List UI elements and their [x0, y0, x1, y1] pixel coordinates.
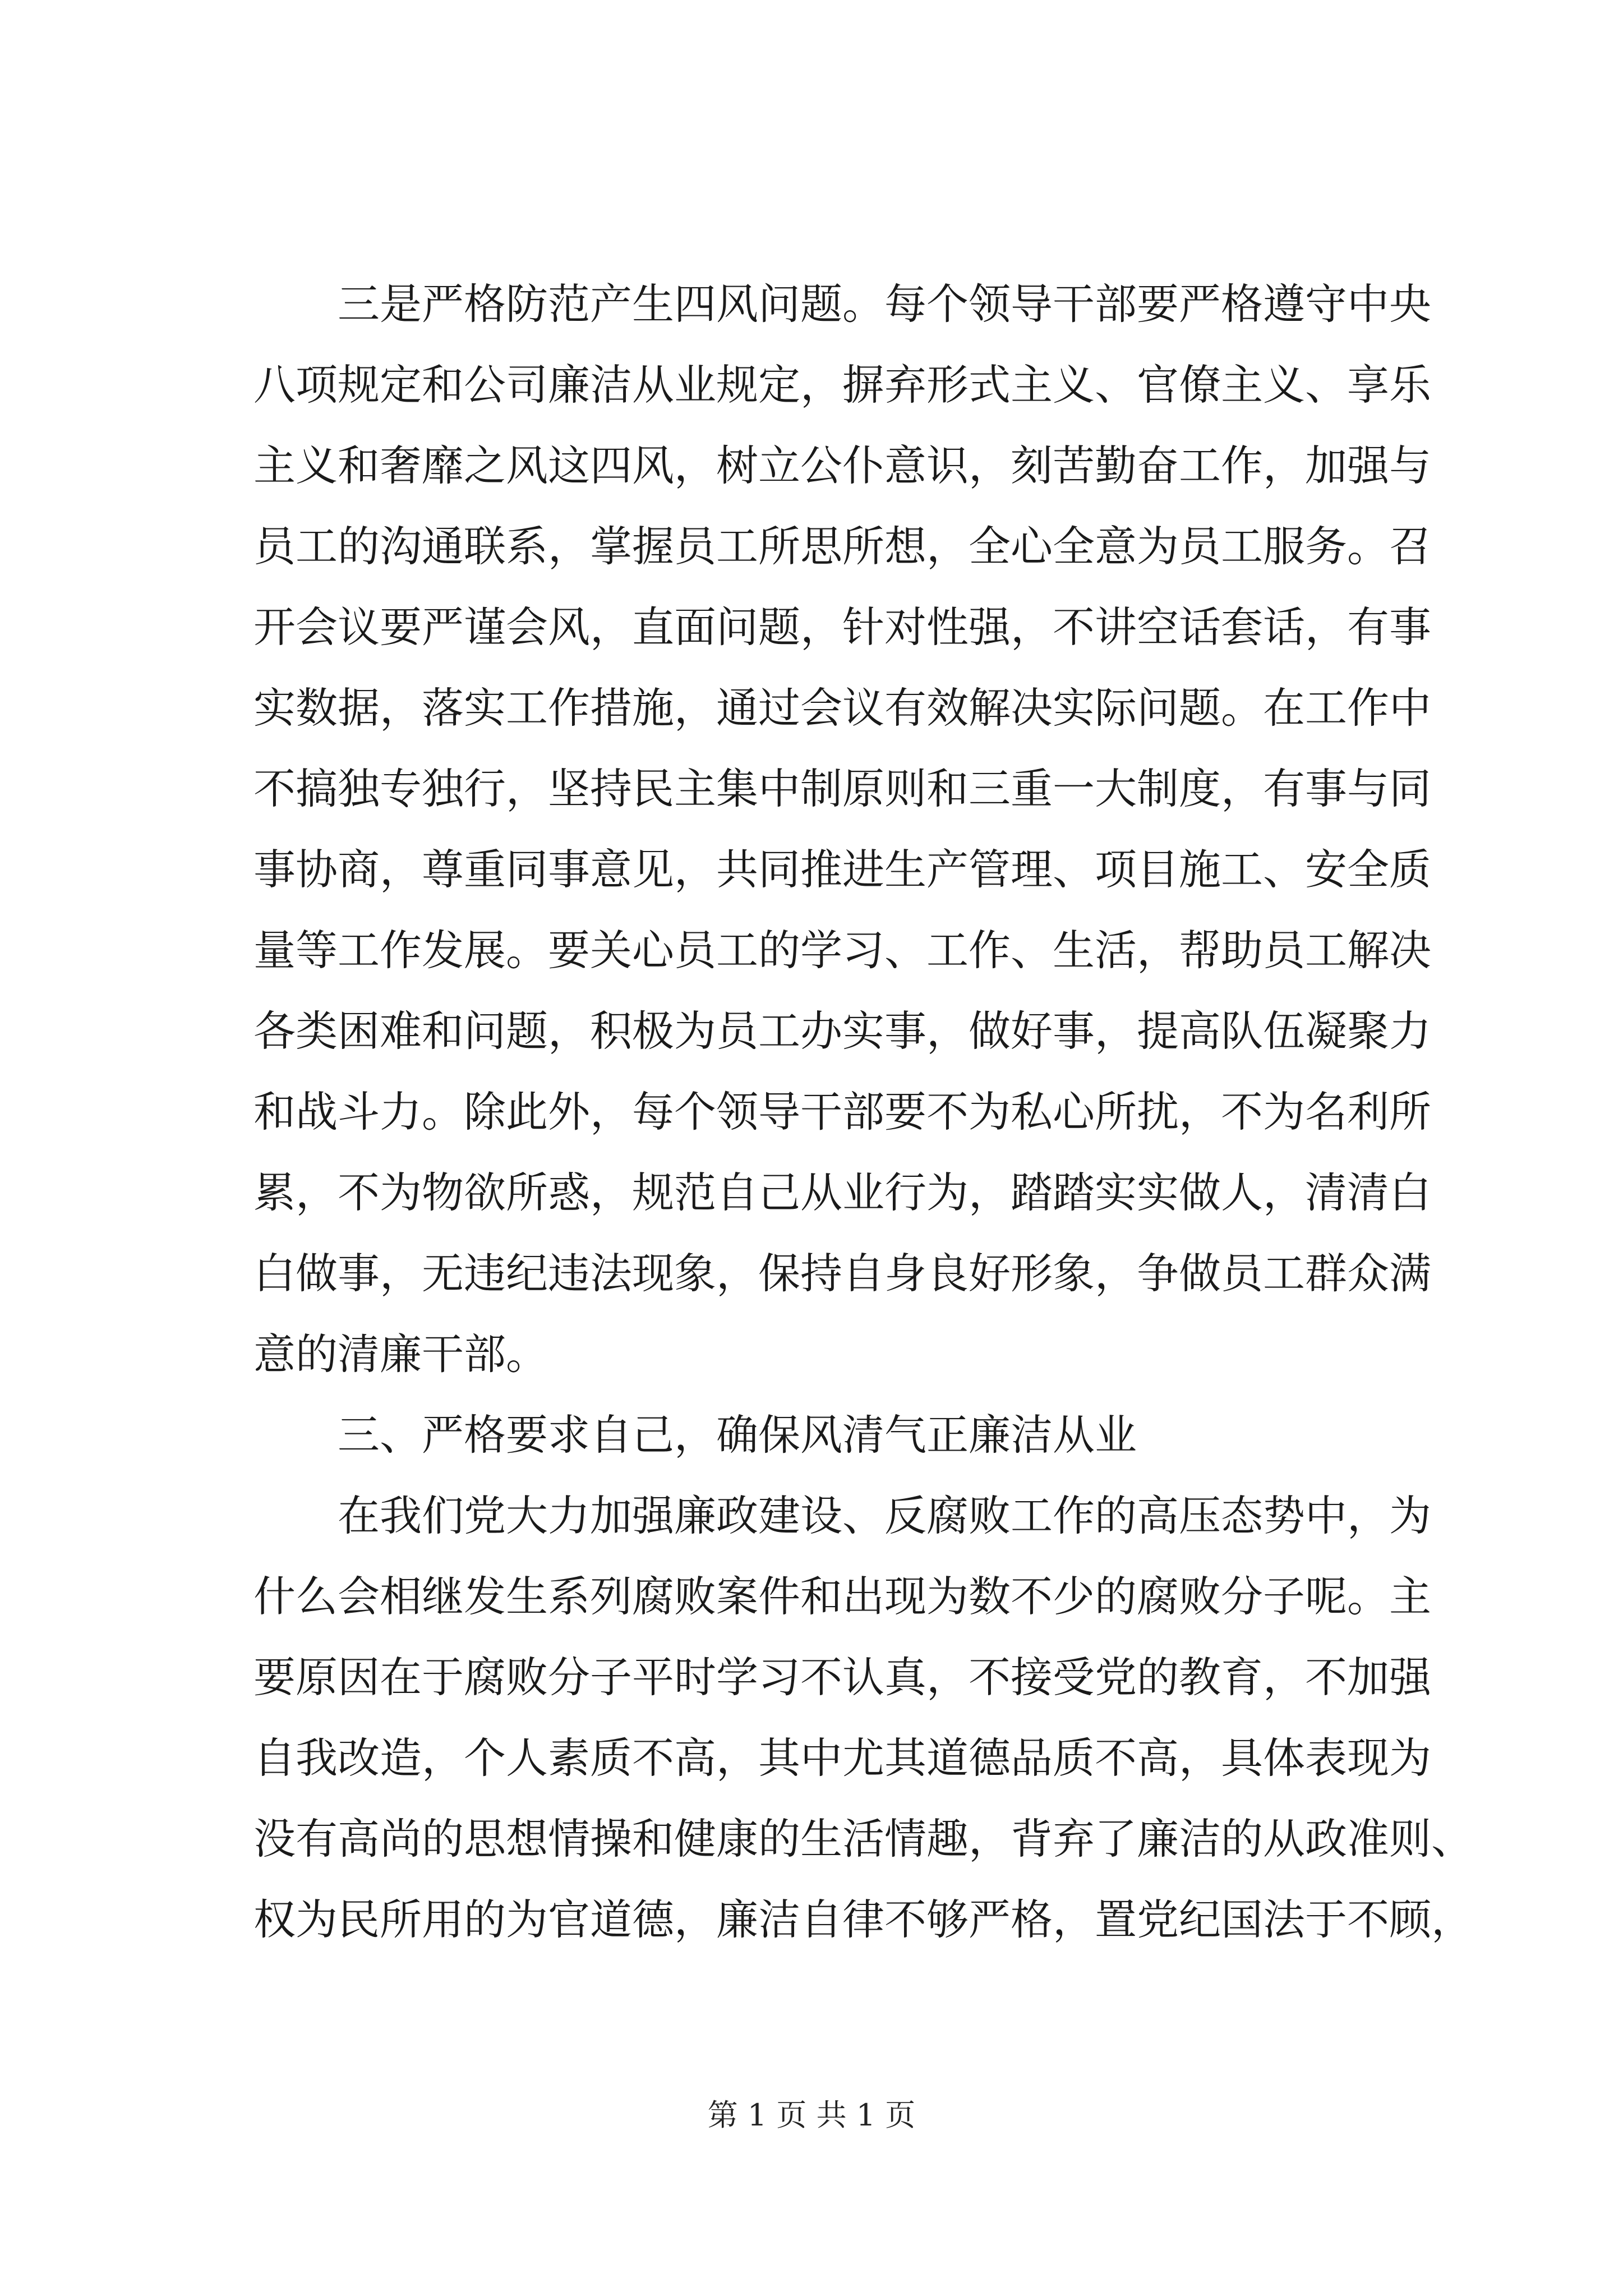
document-body: [253, 264, 1474, 1960]
paragraph-line: 什么会相继发生系列腐败案件和出现为数不少的腐败分子呢。主: [253, 1572, 1432, 1621]
paragraph-line: 自我改造，个人素质不高，其中尤其道德品质不高，具体表现为: [253, 1733, 1432, 1783]
paragraph-line: 意的清廉干部。: [253, 1329, 548, 1379]
paragraph-line: 要原因在于腐败分子平时学习不认真，不接受党的教育，不加强: [253, 1653, 1432, 1702]
section-heading: 三、严格要求自己，确保风清气正廉洁从业: [338, 1410, 1137, 1460]
paragraph-line: 白做事，无违纪违法现象，保持自身良好形象，争做员工群众满: [253, 1249, 1432, 1298]
paragraph-line: 累，不为物欲所惑，规范自己从业行为，踏踏实实做人，清清白: [253, 1168, 1432, 1217]
paragraph-line: 开会议要严谨会风，直面问题，针对性强，不讲空话套话，有事: [253, 602, 1432, 652]
paragraph-line: 没有高尚的思想情操和健康的生活情趣，背弃了廉洁的从政准则、: [253, 1814, 1474, 1864]
paragraph-line: 实数据，落实工作措施，通过会议有效解决实际问题。在工作中: [253, 683, 1432, 733]
paragraph-line: 各类困难和问题，积极为员工办实事，做好事，提高队伍凝聚力: [253, 1006, 1432, 1056]
paragraph-line: 在我们党大力加强廉政建设、反腐败工作的高压态势中，为: [338, 1491, 1432, 1540]
paragraph-line: 八项规定和公司廉洁从业规定，摒弃形式主义、官僚主义、享乐: [253, 360, 1432, 409]
page-number-footer: 第 1 页 共 1 页: [707, 2097, 916, 2133]
paragraph-line: 员工的沟通联系，掌握员工所思所想，全心全意为员工服务。召: [253, 522, 1432, 571]
paragraph-line: 权为民所用的为官道德，廉洁自律不够严格，置党纪国法于不顾，: [253, 1895, 1474, 1944]
paragraph-line: 三是严格防范产生四风问题。每个领导干部要严格遵守中央: [338, 279, 1432, 329]
paragraph-line: 量等工作发展。要关心员工的学习、工作、生活，帮助员工解决: [253, 926, 1432, 975]
paragraph-line: 事协商，尊重同事意见，共同推进生产管理、项目施工、安全质: [253, 845, 1432, 894]
paragraph-line: 主义和奢靡之风这四风，树立公仆意识，刻苦勤奋工作，加强与: [253, 441, 1432, 490]
paragraph-line: 不搞独专独行，坚持民主集中制原则和三重一大制度，有事与同: [253, 764, 1432, 813]
paragraph-line: 和战斗力。除此外，每个领导干部要不为私心所扰，不为名利所: [253, 1087, 1432, 1137]
